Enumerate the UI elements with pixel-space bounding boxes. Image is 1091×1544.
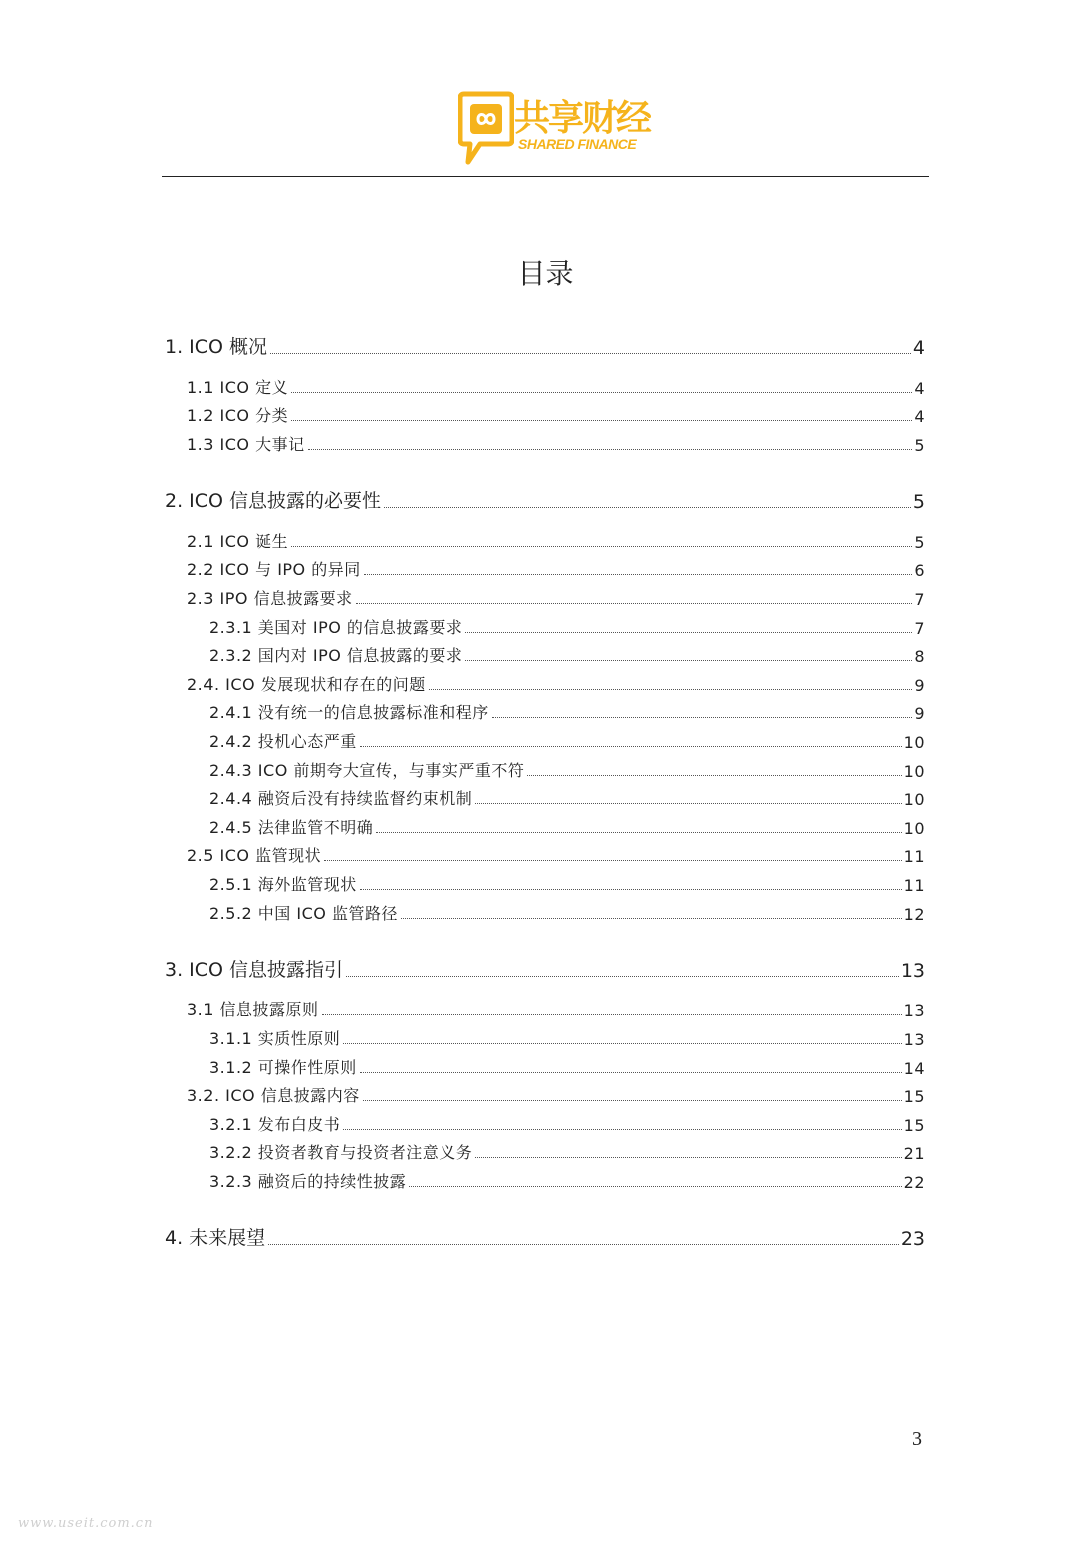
toc-leader-dots: [363, 1100, 902, 1101]
toc-entry[interactable]: [209, 700, 925, 723]
header-divider: [162, 176, 929, 177]
toc-entry-page: 4: [914, 407, 925, 426]
toc-leader-dots: [291, 546, 912, 547]
logo-title: 共享财经: [514, 98, 651, 139]
toc-entry-label: 2.5 ICO 监管现状: [187, 846, 322, 865]
toc-entry-page: 13: [903, 1030, 925, 1049]
toc-entry-label: 3.1.1 实质性原则: [209, 1029, 341, 1048]
toc-entry[interactable]: [187, 375, 925, 398]
toc-leader-dots: [384, 507, 911, 508]
toc-entry[interactable]: [209, 643, 925, 666]
toc-entry-label: 3.2.2 投资者教育与投资者注意义务: [209, 1143, 473, 1162]
logo-subtitle: SHARED FINANCE: [518, 136, 637, 152]
toc-entry-page: 10: [903, 790, 925, 809]
toc-leader-dots: [475, 803, 901, 804]
toc-leader-dots: [343, 1129, 901, 1130]
toc-entry[interactable]: [187, 432, 925, 455]
toc-entry[interactable]: [209, 901, 925, 924]
toc-leader-dots: [291, 392, 912, 393]
toc-entry-label: 1. ICO 概况: [165, 336, 268, 358]
toc-entry-label: 3.1 信息披露原则: [187, 1000, 319, 1019]
toc-leader-dots: [343, 1043, 901, 1044]
toc-entry[interactable]: [187, 672, 925, 695]
toc-entry-label: 2.4.2 投机心态严重: [209, 732, 357, 751]
toc-entry-page: 11: [903, 847, 925, 866]
toc-entry-page: 23: [900, 1228, 925, 1250]
toc-entry[interactable]: [209, 872, 925, 895]
toc-entry-label: 1.2 ICO 分类: [187, 406, 289, 425]
toc-entry[interactable]: [187, 586, 925, 609]
toc-entry-page: 15: [903, 1116, 925, 1135]
toc-entry-label: 4. 未来展望: [165, 1227, 266, 1249]
toc-leader-dots: [409, 1186, 901, 1187]
toc-entry[interactable]: [187, 557, 925, 580]
toc-entry-label: 2.2 ICO 与 IPO 的异同: [187, 560, 361, 579]
toc-entry-page: 22: [903, 1173, 925, 1192]
toc-entry-page: 9: [914, 704, 925, 723]
toc-entry-page: 5: [914, 436, 925, 455]
toc-leader-dots: [429, 689, 913, 690]
toc-leader-dots: [364, 574, 913, 575]
toc-entry-label: 2. ICO 信息披露的必要性: [165, 490, 382, 512]
toc-entry-page: 10: [903, 733, 925, 752]
speech-bubble-infinity-icon: [458, 88, 514, 168]
toc-leader-dots: [356, 603, 913, 604]
toc-entry[interactable]: [209, 1026, 925, 1049]
toc-leader-dots: [475, 1157, 901, 1158]
toc-entry-page: 12: [903, 905, 925, 924]
toc-entry-label: 1.1 ICO 定义: [187, 378, 289, 397]
toc-entry-page: 4: [914, 379, 925, 398]
toc-entry-page: 14: [903, 1059, 925, 1078]
toc-entry[interactable]: [187, 997, 925, 1020]
toc-leader-dots: [492, 717, 913, 718]
toc-entry-label: 3. ICO 信息披露指引: [165, 959, 344, 981]
toc-entry-label: 2.4.3 ICO 前期夸大宣传，与事实严重不符: [209, 761, 525, 780]
toc-leader-dots: [376, 832, 901, 833]
toc-entry-label: 2.4.1 没有统一的信息披露标准和程序: [209, 703, 489, 722]
toc-leader-dots: [308, 449, 913, 450]
toc-entry-label: 2.3 IPO 信息披露要求: [187, 589, 353, 608]
toc-leader-dots: [268, 1244, 899, 1245]
toc-entry[interactable]: [209, 1169, 925, 1192]
toc-entry[interactable]: [209, 1055, 925, 1078]
toc-entry-label: 2.1 ICO 诞生: [187, 532, 289, 551]
watermark: www.useit.com.cn: [18, 1516, 154, 1531]
toc-entry[interactable]: [209, 615, 925, 638]
toc-entry-label: 2.4.5 法律监管不明确: [209, 818, 374, 837]
toc-entry[interactable]: [209, 1140, 925, 1163]
toc-entry[interactable]: [165, 1223, 925, 1250]
toc-entry[interactable]: [165, 332, 925, 359]
toc-leader-dots: [465, 660, 912, 661]
toc-entry[interactable]: [187, 403, 925, 426]
toc-entry-page: 7: [914, 590, 925, 609]
toc-entry[interactable]: [187, 843, 925, 866]
toc-entry-page: 7: [914, 619, 925, 638]
toc-entry[interactable]: [209, 729, 925, 752]
toc-entry-label: 2.3.1 美国对 IPO 的信息披露要求: [209, 618, 463, 637]
toc-leader-dots: [401, 918, 902, 919]
toc-entry-label: 2.3.2 国内对 IPO 信息披露的要求: [209, 646, 463, 665]
toc-entry[interactable]: [187, 529, 925, 552]
toc-entry-page: 13: [903, 1001, 925, 1020]
toc-entry[interactable]: [209, 815, 925, 838]
toc-leader-dots: [360, 889, 902, 890]
toc-entry-page: 11: [903, 876, 925, 895]
toc-leader-dots: [465, 632, 912, 633]
toc-entry-page: 9: [914, 676, 925, 695]
toc-leader-dots: [322, 1014, 902, 1015]
toc-entry-label: 2.5.2 中国 ICO 监管路径: [209, 904, 398, 923]
toc-entry[interactable]: [209, 1112, 925, 1135]
toc-entry-page: 5: [912, 491, 925, 513]
toc-entry[interactable]: [165, 486, 925, 513]
toc-leader-dots: [360, 746, 902, 747]
toc-entry-page: 10: [903, 819, 925, 838]
toc-entry-page: 5: [914, 533, 925, 552]
toc-entry-page: 21: [903, 1144, 925, 1163]
shared-finance-logo: [458, 88, 651, 168]
toc-leader-dots: [324, 860, 902, 861]
toc-entry-label: 2.5.1 海外监管现状: [209, 875, 357, 894]
toc-entry[interactable]: [187, 1083, 925, 1106]
toc-entry[interactable]: [209, 786, 925, 809]
toc-entry-label: 3.2. ICO 信息披露内容: [187, 1086, 360, 1105]
toc-leader-dots: [346, 976, 899, 977]
toc-entry-page: 15: [903, 1087, 925, 1106]
page-number: 3: [912, 1428, 922, 1450]
toc-entry[interactable]: [209, 758, 925, 781]
toc-entry-label: 1.3 ICO 大事记: [187, 435, 305, 454]
toc-entry-label: 3.2.1 发布白皮书: [209, 1115, 341, 1134]
toc-leader-dots: [360, 1072, 902, 1073]
toc-entry-page: 13: [900, 960, 925, 982]
toc-entry-page: 10: [903, 762, 925, 781]
toc-entry-label: 3.1.2 可操作性原则: [209, 1058, 357, 1077]
toc-leader-dots: [291, 420, 912, 421]
toc-entry-page: 6: [914, 561, 925, 580]
toc-leader-dots: [270, 353, 911, 354]
toc-entry-page: 4: [912, 337, 925, 359]
toc-title: 目录: [517, 257, 574, 290]
toc-entry-label: 2.4. ICO 发展现状和存在的问题: [187, 675, 426, 694]
toc-entry-page: 8: [914, 647, 925, 666]
toc-entry-label: 2.4.4 融资后没有持续监督约束机制: [209, 789, 473, 808]
toc-entry[interactable]: [165, 955, 925, 982]
toc-entry-label: 3.2.3 融资后的持续性披露: [209, 1172, 407, 1191]
toc-leader-dots: [527, 775, 901, 776]
